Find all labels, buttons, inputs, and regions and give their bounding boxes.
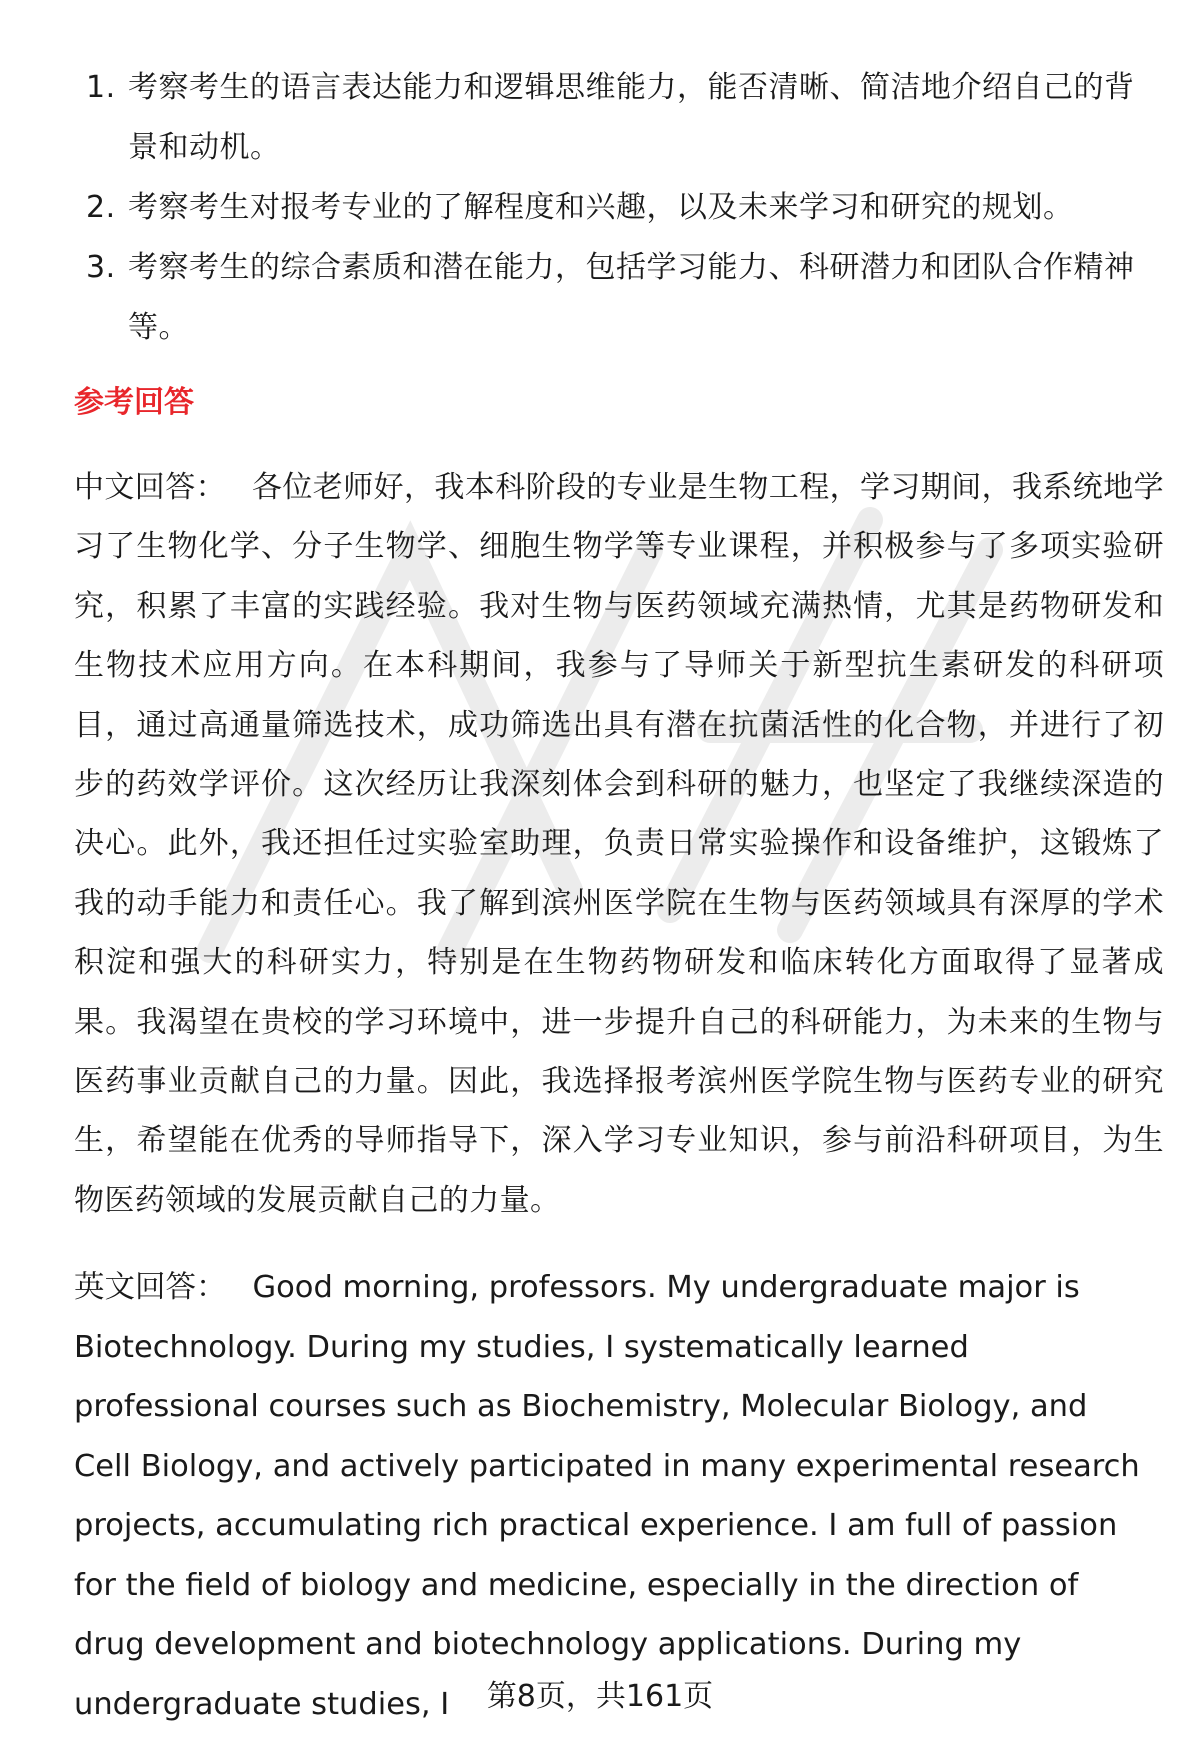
criteria-item: [78, 58, 1148, 178]
criteria-item: [78, 178, 1148, 238]
english-answer-text: Good morning, professors. My undergraduate major is Biotechnology. During my studies, I systematically learned professional courses such as Biochemistry, Molecular Biology, and Cell Biology, and actively participated in many experimental research projects, accumulating rich practical experience. I am full of passion for the field of biology and medicine, especially in the direction of drug development and biotechnology applications. During my undergraduate studies, I: [74, 1270, 1140, 1722]
assessment-criteria-list: [78, 58, 1148, 358]
criteria-item: [78, 238, 1148, 358]
criteria-number: 2.: [86, 190, 116, 225]
criteria-text: 考察考生的综合素质和潜在能力，包括学习能力、科研潜力和团队合作精神等。: [128, 250, 1135, 345]
english-answer-label: 英文回答：: [74, 1270, 227, 1305]
chinese-answer-label: 中文回答：: [74, 470, 226, 505]
criteria-text: 考察考生的语言表达能力和逻辑思维能力，能否清晰、简洁地介绍自己的背景和动机。: [128, 70, 1135, 165]
criteria-number: 3.: [86, 250, 116, 285]
criteria-text: 考察考生对报考专业的了解程度和兴趣，以及未来学习和研究的规划。: [128, 190, 1074, 225]
criteria-number: 1.: [86, 70, 116, 105]
chinese-answer: [74, 458, 1164, 1230]
english-answer: [74, 1258, 1144, 1734]
reference-answer-heading: 参考回答: [74, 385, 194, 420]
chinese-answer-text: 各位老师好，我本科阶段的专业是生物工程，学习期间，我系统地学习了生物化学、分子生物学、细胞生物学等专业课程，并积极参与了多项实验研究，积累了丰富的实践经验。我对生物与医药领域充满热情，尤其是药物研发和生物技术应用方向。在本科期间，我参与了导师关于新型抗生素研发的科研项目，通过高通量筛选技术，成功筛选出具有潜在抗菌活性的化合物，并进行了初步的药效学评价。这次经历让我深刻体会到科研的魅力，也坚定了我继续深造的决心。此外，我还担任过实验室助理，负责日常实验操作和设备维护，这锻炼了我的动手能力和责任心。我了解到滨州医学院在生物与医药领域具有深厚的学术积淀和强大的科研实力，特别是在生物药物研发和临床转化方面取得了显著成果。我渴望在贵校的学习环境中，进一步提升自己的科研能力，为未来的生物与医药事业贡献自己的力量。因此，我选择报考滨州医学院生物与医药专业的研究生，希望能在优秀的导师指导下，深入学习专业知识，参与前沿科研项目，为生物医药领域的发展贡献自己的力量。: [74, 470, 1164, 1218]
page-number-footer: 第8页，共161页: [486, 1679, 714, 1714]
